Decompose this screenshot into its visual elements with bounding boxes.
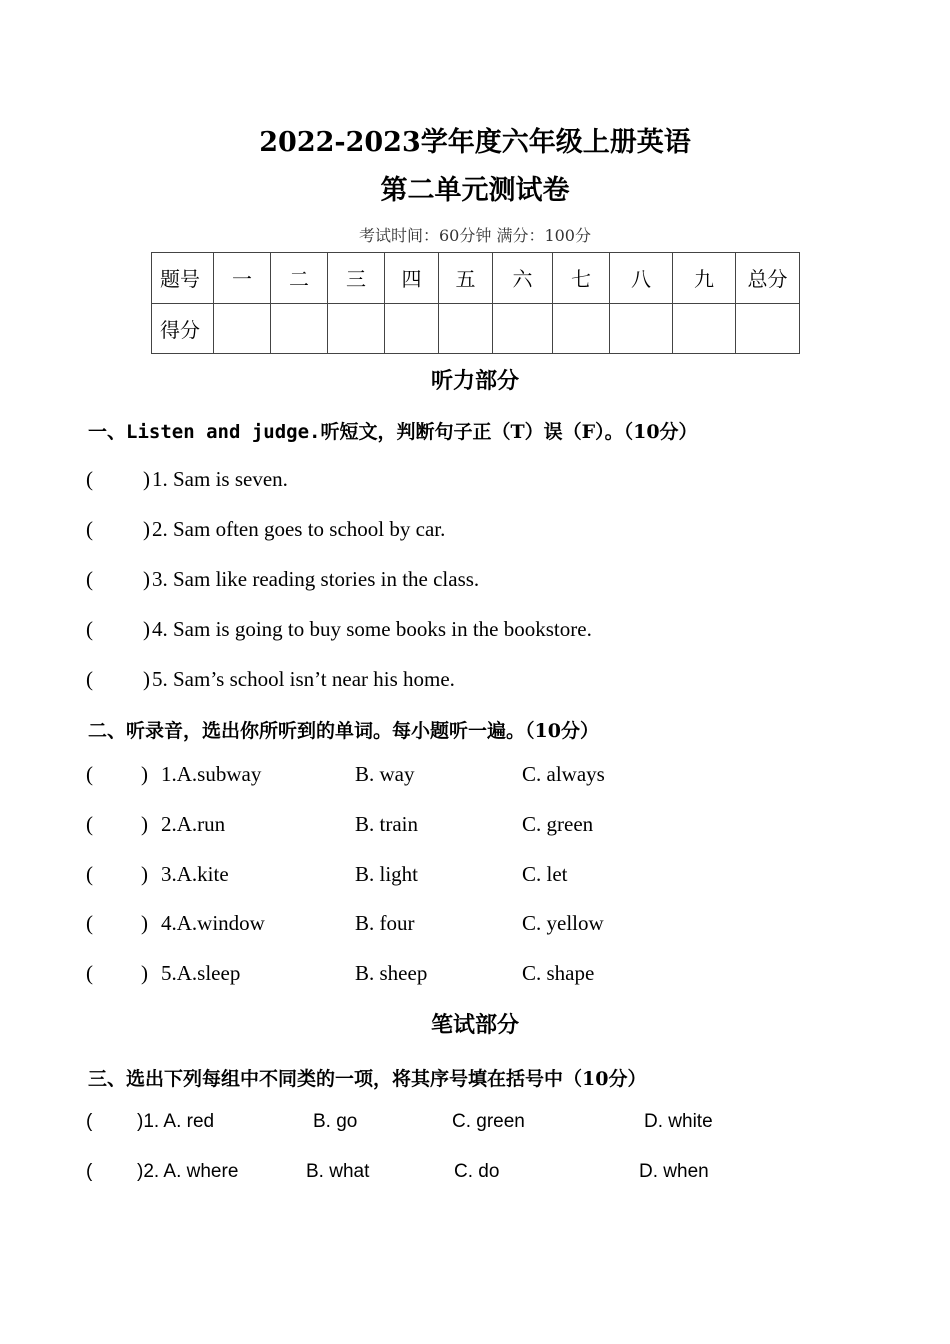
judge-item	[86, 467, 288, 492]
option-b: B. what	[306, 1161, 370, 1182]
judge-item-text: 3. Sam like reading stories in the class.	[152, 567, 480, 591]
score-cell-header: 总分	[736, 253, 800, 304]
question-1-heading	[88, 417, 698, 444]
answer-blank[interactable]: ( )	[86, 812, 148, 836]
answer-blank[interactable]: ( )	[86, 567, 150, 591]
score-table-score-row	[152, 303, 800, 354]
option-c: C. green	[522, 812, 594, 836]
option-d: D. when	[639, 1161, 709, 1182]
answer-blank[interactable]: ( )	[86, 467, 150, 491]
score-cell-header: 一	[214, 253, 271, 304]
question-3-heading: 三、选出下列每组中不同类的一项，将其序号填在括号中（10分）	[88, 1068, 647, 1090]
exam-info: 考试时间：60分钟 满分：100分	[359, 226, 591, 245]
option-d: D. white	[644, 1111, 713, 1132]
question-1-prompt-cn: 听短文，判断句子正（T）误（F）。（10分）	[320, 421, 698, 443]
score-input-cell[interactable]	[271, 303, 328, 354]
score-table-header-row	[152, 253, 800, 304]
score-input-cell[interactable]	[553, 303, 610, 354]
page-title: 2022-2023学年度六年级上册英语	[259, 127, 691, 158]
judge-item	[86, 617, 592, 642]
judge-item	[86, 667, 455, 692]
option-a: 5.A.sleep	[161, 961, 241, 985]
score-cell-label: 题号	[152, 253, 214, 304]
judge-item-text: 2. Sam often goes to school by car.	[152, 517, 446, 541]
question-2-heading: 二、听录音，选出你所听到的单词。每小题听一遍。（10分）	[88, 720, 599, 742]
answer-blank[interactable]: (	[86, 1111, 93, 1132]
option-a: 3.A.kite	[161, 862, 229, 886]
score-cell-header: 二	[271, 253, 328, 304]
answer-blank[interactable]: ( )	[86, 862, 148, 886]
option-b: B. sheep	[355, 961, 428, 985]
writing-section-heading: 笔试部分	[430, 1012, 519, 1038]
question-1-number: 一、	[88, 421, 127, 443]
option-a: 4.A.window	[161, 911, 265, 935]
score-cell-header: 九	[673, 253, 736, 304]
score-input-cell[interactable]	[439, 303, 493, 354]
score-input-cell[interactable]	[610, 303, 673, 354]
answer-blank[interactable]: ( )	[86, 617, 150, 641]
answer-blank[interactable]: ( )	[86, 762, 148, 786]
score-input-cell[interactable]	[736, 303, 800, 354]
score-cell-header: 六	[493, 253, 553, 304]
option-a: 1.A.subway	[161, 762, 262, 786]
judge-item	[86, 517, 445, 542]
score-cell-header: 八	[610, 253, 673, 304]
option-c: C. do	[454, 1161, 500, 1182]
judge-item-text: 4. Sam is going to buy some books in the bookstore.	[152, 617, 592, 641]
answer-blank[interactable]: (	[86, 1161, 93, 1182]
score-input-cell[interactable]	[328, 303, 385, 354]
option-c: C. let	[522, 862, 568, 886]
answer-blank[interactable]: ( )	[86, 667, 150, 691]
score-cell-label: 得分	[152, 303, 214, 354]
answer-blank[interactable]: ( )	[86, 911, 148, 935]
judge-item-text: 5. Sam’s school isn’t near his home.	[152, 667, 455, 691]
option-c: C. yellow	[522, 911, 604, 935]
page-subtitle: 第二单元测试卷	[380, 175, 570, 206]
score-input-cell[interactable]	[214, 303, 271, 354]
score-cell-header: 四	[385, 253, 439, 304]
listening-section-heading: 听力部分	[430, 368, 519, 394]
option-a: )2. A. where	[137, 1161, 239, 1182]
option-b: B. four	[355, 911, 415, 935]
option-c: C. green	[452, 1111, 525, 1132]
option-a: 2.A.run	[161, 812, 226, 836]
option-b: B. train	[355, 812, 418, 836]
score-input-cell[interactable]	[673, 303, 736, 354]
option-b: B. light	[355, 862, 419, 886]
score-table	[151, 252, 800, 354]
score-input-cell[interactable]	[385, 303, 439, 354]
option-c: C. always	[522, 762, 605, 786]
score-cell-header: 七	[553, 253, 610, 304]
answer-blank[interactable]: ( )	[86, 517, 150, 541]
option-b: B. go	[313, 1111, 358, 1132]
score-input-cell[interactable]	[493, 303, 553, 354]
score-cell-header: 五	[439, 253, 493, 304]
judge-item	[86, 567, 479, 592]
judge-item-text: 1. Sam is seven.	[152, 467, 288, 491]
option-a: )1. A. red	[137, 1111, 215, 1132]
answer-blank[interactable]: ( )	[86, 961, 148, 985]
option-b: B. way	[355, 762, 415, 786]
score-cell-header: 三	[328, 253, 385, 304]
question-1-prompt-en: Listen and judge.	[126, 421, 321, 443]
option-c: C. shape	[522, 961, 595, 985]
